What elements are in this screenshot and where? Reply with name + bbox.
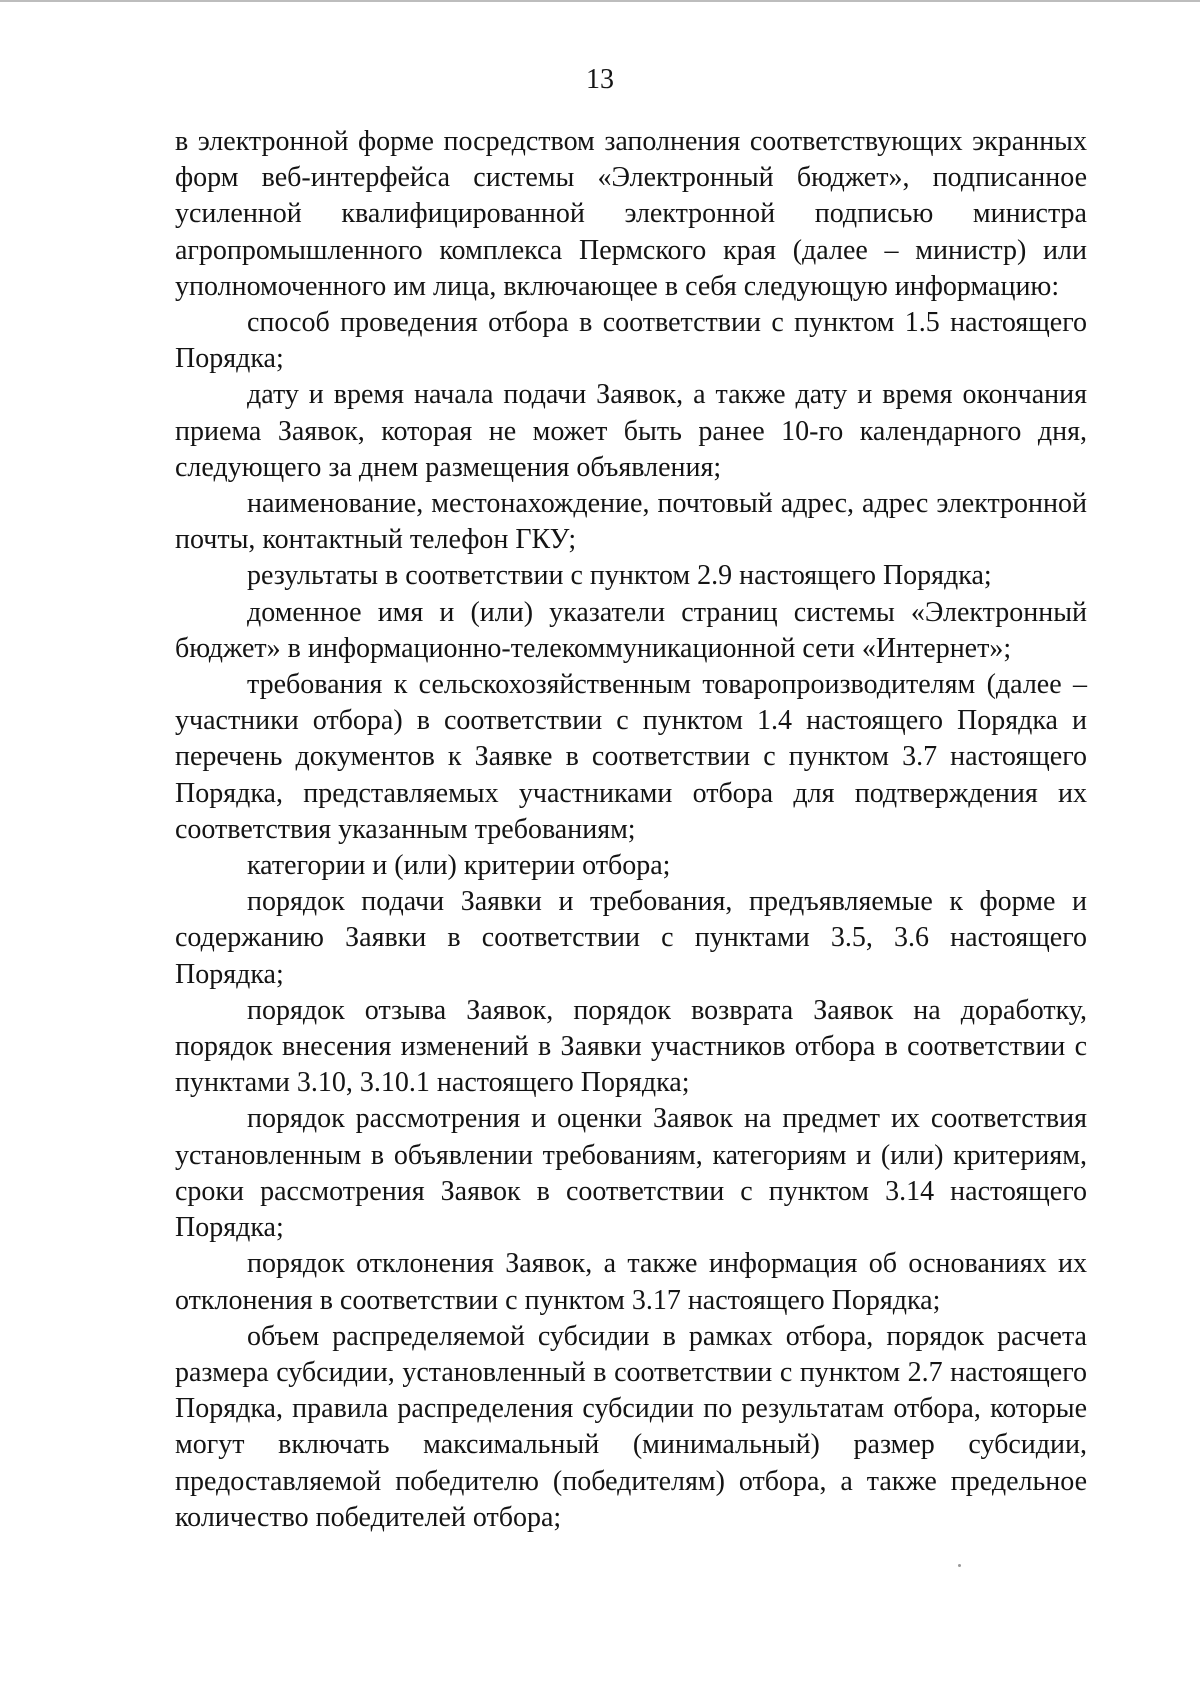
paragraph-submission-procedure: порядок подачи Заявки и требования, предъявляемые к форме и содержанию Заявки в соответствии с пунктами 3.5, 3.6 настоящего Порядка; (175, 886, 1087, 990)
paragraph-selection-criteria: категории и (или) критерии отбора; (247, 850, 671, 882)
paragraph-participant-requirements: требования к сельскохозяйственным товаропроизводителям (далее – участники отбора) в соответствии с пунктом 1.4 настоящего Порядка и перечень документов к Заявке в соответствии с пунктом 3.7 настоящего Порядка, представляемых участниками отбора для подтверждения их соответствия указанным требованиям; (175, 669, 1087, 845)
paragraph-domain-name: доменное имя и (или) указатели страниц системы «Электронный бюджет» в информационно-телекоммуникационной сети «Интернет»; (175, 596, 1087, 664)
paragraph-withdrawal-procedure: порядок отзыва Заявок, порядок возврата Заявок на доработку, порядок внесения изменений в Заявки участников отбора в соответствии с пунктами 3.10, 3.10.1 настоящего Порядка; (175, 994, 1087, 1099)
paragraph-results: результаты в соответствии с пунктом 2.9 настоящего Порядка; (247, 560, 992, 592)
scan-artifact (958, 1564, 961, 1567)
paragraph-subsidy-volume: объем распределяемой субсидии в рамках отбора, порядок расчета размера субсидии, установленный в соответствии с пунктом 2.7 настоящего Порядка, правила распределения субсидии по результатам отбора, которые могут включать максимальный (минимальный) размер субсидии, предоставляемой победителю (победителям) отбора, а также предельное количество победителей отбора; (175, 1320, 1087, 1533)
paragraph-selection-method: способ проведения отбора в соответствии с пунктом 1.5 настоящего Порядка; (175, 307, 1087, 375)
paragraph-review-procedure: порядок рассмотрения и оценки Заявок на предмет их соответствия установленным в объявлении требованиям, категориям и (или) критериям, сроки рассмотрения Заявок в соответствии с пунктом 3.14 настоящего Порядка; (175, 1103, 1087, 1244)
paragraph-submission-dates: дату и время начала подачи Заявок, а также дату и время окончания приема Заявок, которая не может быть ранее 10-го календарного дня, следующего за днем размещения объявления; (175, 379, 1087, 483)
paragraph-rejection-procedure: порядок отклонения Заявок, а также информация об основаниях их отклонения в соответствии с пунктом 3.17 настоящего Порядка; (175, 1248, 1087, 1316)
page-number: 13 (586, 64, 614, 95)
document-body (175, 124, 1087, 1536)
paragraph-intro: в электронной форме посредством заполнения соответствующих экранных форм веб-интерфейса системы «Электронный бюджет», подписанное усиленной квалифицированной электронной подписью министра агропромышленного комплекса Пермского края (далее – министр) или уполномоченного им лица, включающее в себя следующую информацию: (175, 126, 1087, 302)
paragraph-gku-contacts: наименование, местонахождение, почтовый адрес, адрес электронной почты, контактный телефон ГКУ; (175, 488, 1087, 556)
